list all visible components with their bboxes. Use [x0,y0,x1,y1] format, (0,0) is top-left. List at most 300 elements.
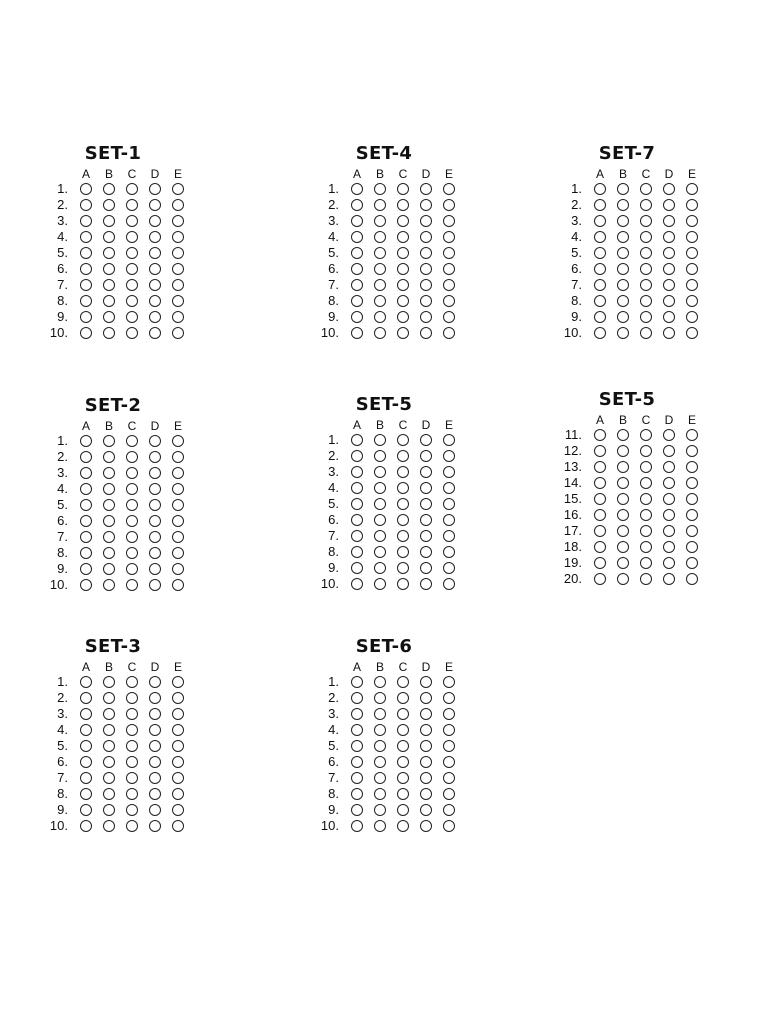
answer-bubble-b[interactable] [617,493,629,505]
answer-bubble-e[interactable] [172,547,184,559]
answer-bubble-b[interactable] [617,541,629,553]
answer-bubble-d[interactable] [420,514,432,526]
answer-bubble-d[interactable] [149,199,161,211]
answer-bubble-e[interactable] [172,756,184,768]
answer-bubble-d[interactable] [420,279,432,291]
answer-bubble-a[interactable] [80,183,92,195]
answer-bubble-c[interactable] [397,247,409,259]
answer-bubble-e[interactable] [172,451,184,463]
answer-bubble-b[interactable] [374,804,386,816]
answer-bubble-d[interactable] [420,676,432,688]
answer-bubble-e[interactable] [443,546,455,558]
answer-bubble-d[interactable] [149,740,161,752]
answer-bubble-c[interactable] [126,676,138,688]
answer-bubble-a[interactable] [80,451,92,463]
answer-bubble-e[interactable] [443,756,455,768]
answer-bubble-d[interactable] [149,547,161,559]
answer-bubble-e[interactable] [443,820,455,832]
answer-bubble-c[interactable] [397,772,409,784]
answer-bubble-d[interactable] [663,445,675,457]
answer-bubble-a[interactable] [80,547,92,559]
answer-bubble-e[interactable] [686,493,698,505]
answer-bubble-b[interactable] [374,514,386,526]
answer-bubble-e[interactable] [172,295,184,307]
answer-bubble-a[interactable] [351,820,363,832]
answer-bubble-a[interactable] [80,788,92,800]
answer-bubble-a[interactable] [351,247,363,259]
answer-bubble-b[interactable] [617,509,629,521]
answer-bubble-c[interactable] [126,215,138,227]
answer-bubble-e[interactable] [172,724,184,736]
answer-bubble-d[interactable] [149,311,161,323]
answer-bubble-c[interactable] [126,820,138,832]
answer-bubble-d[interactable] [663,199,675,211]
answer-bubble-b[interactable] [617,263,629,275]
answer-bubble-e[interactable] [172,263,184,275]
answer-bubble-b[interactable] [617,461,629,473]
answer-bubble-b[interactable] [103,451,115,463]
answer-bubble-a[interactable] [594,279,606,291]
answer-bubble-a[interactable] [80,515,92,527]
answer-bubble-d[interactable] [149,676,161,688]
answer-bubble-c[interactable] [397,311,409,323]
answer-bubble-d[interactable] [420,708,432,720]
answer-bubble-a[interactable] [594,199,606,211]
answer-bubble-a[interactable] [594,231,606,243]
answer-bubble-a[interactable] [351,311,363,323]
answer-bubble-e[interactable] [172,579,184,591]
answer-bubble-b[interactable] [103,788,115,800]
answer-bubble-c[interactable] [640,509,652,521]
answer-bubble-a[interactable] [594,445,606,457]
answer-bubble-a[interactable] [351,183,363,195]
answer-bubble-c[interactable] [126,279,138,291]
answer-bubble-d[interactable] [149,435,161,447]
answer-bubble-b[interactable] [374,327,386,339]
answer-bubble-a[interactable] [594,557,606,569]
answer-bubble-e[interactable] [443,482,455,494]
answer-bubble-a[interactable] [80,676,92,688]
answer-bubble-b[interactable] [374,311,386,323]
answer-bubble-b[interactable] [103,676,115,688]
answer-bubble-c[interactable] [640,477,652,489]
answer-bubble-a[interactable] [80,499,92,511]
answer-bubble-e[interactable] [443,183,455,195]
answer-bubble-e[interactable] [172,327,184,339]
answer-bubble-a[interactable] [80,215,92,227]
answer-bubble-c[interactable] [126,435,138,447]
answer-bubble-a[interactable] [80,231,92,243]
answer-bubble-a[interactable] [351,263,363,275]
answer-bubble-d[interactable] [663,429,675,441]
answer-bubble-e[interactable] [443,263,455,275]
answer-bubble-d[interactable] [420,692,432,704]
answer-bubble-d[interactable] [420,804,432,816]
answer-bubble-c[interactable] [397,546,409,558]
answer-bubble-b[interactable] [374,578,386,590]
answer-bubble-d[interactable] [149,724,161,736]
answer-bubble-d[interactable] [420,756,432,768]
answer-bubble-e[interactable] [172,183,184,195]
answer-bubble-b[interactable] [374,199,386,211]
answer-bubble-e[interactable] [443,231,455,243]
answer-bubble-b[interactable] [103,499,115,511]
answer-bubble-a[interactable] [594,311,606,323]
answer-bubble-e[interactable] [172,499,184,511]
answer-bubble-b[interactable] [374,740,386,752]
answer-bubble-d[interactable] [420,578,432,590]
answer-bubble-e[interactable] [686,247,698,259]
answer-bubble-b[interactable] [374,788,386,800]
answer-bubble-e[interactable] [172,247,184,259]
answer-bubble-c[interactable] [397,756,409,768]
answer-bubble-e[interactable] [686,477,698,489]
answer-bubble-d[interactable] [663,295,675,307]
answer-bubble-e[interactable] [172,708,184,720]
answer-bubble-a[interactable] [594,525,606,537]
answer-bubble-b[interactable] [374,756,386,768]
answer-bubble-c[interactable] [126,231,138,243]
answer-bubble-e[interactable] [686,199,698,211]
answer-bubble-a[interactable] [80,247,92,259]
answer-bubble-c[interactable] [126,579,138,591]
answer-bubble-a[interactable] [80,804,92,816]
answer-bubble-b[interactable] [103,231,115,243]
answer-bubble-d[interactable] [420,327,432,339]
answer-bubble-a[interactable] [351,692,363,704]
answer-bubble-a[interactable] [80,579,92,591]
answer-bubble-c[interactable] [126,788,138,800]
answer-bubble-d[interactable] [149,563,161,575]
answer-bubble-b[interactable] [103,563,115,575]
answer-bubble-b[interactable] [374,708,386,720]
answer-bubble-a[interactable] [351,466,363,478]
answer-bubble-d[interactable] [149,804,161,816]
answer-bubble-a[interactable] [80,279,92,291]
answer-bubble-b[interactable] [103,327,115,339]
answer-bubble-e[interactable] [172,279,184,291]
answer-bubble-b[interactable] [374,692,386,704]
answer-bubble-d[interactable] [663,215,675,227]
answer-bubble-e[interactable] [443,562,455,574]
answer-bubble-b[interactable] [374,434,386,446]
answer-bubble-c[interactable] [126,263,138,275]
answer-bubble-d[interactable] [149,279,161,291]
answer-bubble-d[interactable] [149,515,161,527]
answer-bubble-c[interactable] [397,692,409,704]
answer-bubble-c[interactable] [640,279,652,291]
answer-bubble-a[interactable] [80,327,92,339]
answer-bubble-c[interactable] [126,515,138,527]
answer-bubble-d[interactable] [663,311,675,323]
answer-bubble-b[interactable] [374,562,386,574]
answer-bubble-d[interactable] [420,231,432,243]
answer-bubble-a[interactable] [594,493,606,505]
answer-bubble-c[interactable] [397,183,409,195]
answer-bubble-e[interactable] [443,215,455,227]
answer-bubble-a[interactable] [80,820,92,832]
answer-bubble-c[interactable] [126,531,138,543]
answer-bubble-d[interactable] [420,466,432,478]
answer-bubble-c[interactable] [126,804,138,816]
answer-bubble-c[interactable] [397,199,409,211]
answer-bubble-c[interactable] [397,578,409,590]
answer-bubble-d[interactable] [149,756,161,768]
answer-bubble-d[interactable] [663,231,675,243]
answer-bubble-d[interactable] [663,461,675,473]
answer-bubble-e[interactable] [443,530,455,542]
answer-bubble-b[interactable] [103,692,115,704]
answer-bubble-c[interactable] [397,215,409,227]
answer-bubble-e[interactable] [686,183,698,195]
answer-bubble-d[interactable] [420,772,432,784]
answer-bubble-a[interactable] [351,772,363,784]
answer-bubble-d[interactable] [420,482,432,494]
answer-bubble-e[interactable] [172,531,184,543]
answer-bubble-d[interactable] [663,557,675,569]
answer-bubble-c[interactable] [640,183,652,195]
answer-bubble-c[interactable] [397,514,409,526]
answer-bubble-a[interactable] [80,563,92,575]
answer-bubble-e[interactable] [443,740,455,752]
answer-bubble-c[interactable] [640,311,652,323]
answer-bubble-b[interactable] [103,579,115,591]
answer-bubble-e[interactable] [443,327,455,339]
answer-bubble-e[interactable] [443,247,455,259]
answer-bubble-c[interactable] [126,295,138,307]
answer-bubble-e[interactable] [443,199,455,211]
answer-bubble-c[interactable] [126,756,138,768]
answer-bubble-b[interactable] [374,482,386,494]
answer-bubble-c[interactable] [397,466,409,478]
answer-bubble-d[interactable] [149,531,161,543]
answer-bubble-b[interactable] [617,477,629,489]
answer-bubble-a[interactable] [351,199,363,211]
answer-bubble-d[interactable] [149,467,161,479]
answer-bubble-c[interactable] [126,692,138,704]
answer-bubble-a[interactable] [80,311,92,323]
answer-bubble-c[interactable] [397,740,409,752]
answer-bubble-b[interactable] [374,530,386,542]
answer-bubble-b[interactable] [103,467,115,479]
answer-bubble-d[interactable] [149,772,161,784]
answer-bubble-a[interactable] [594,477,606,489]
answer-bubble-b[interactable] [617,231,629,243]
answer-bubble-b[interactable] [617,311,629,323]
answer-bubble-e[interactable] [443,434,455,446]
answer-bubble-c[interactable] [126,724,138,736]
answer-bubble-a[interactable] [351,450,363,462]
answer-bubble-a[interactable] [594,263,606,275]
answer-bubble-e[interactable] [443,514,455,526]
answer-bubble-d[interactable] [663,263,675,275]
answer-bubble-d[interactable] [149,247,161,259]
answer-bubble-d[interactable] [663,247,675,259]
answer-bubble-c[interactable] [126,499,138,511]
answer-bubble-c[interactable] [397,279,409,291]
answer-bubble-b[interactable] [617,247,629,259]
answer-bubble-d[interactable] [149,451,161,463]
answer-bubble-c[interactable] [126,199,138,211]
answer-bubble-d[interactable] [149,692,161,704]
answer-bubble-b[interactable] [374,466,386,478]
answer-bubble-e[interactable] [443,772,455,784]
answer-bubble-c[interactable] [397,263,409,275]
answer-bubble-e[interactable] [686,541,698,553]
answer-bubble-c[interactable] [397,724,409,736]
answer-bubble-e[interactable] [172,311,184,323]
answer-bubble-c[interactable] [640,525,652,537]
answer-bubble-e[interactable] [686,327,698,339]
answer-bubble-a[interactable] [351,434,363,446]
answer-bubble-d[interactable] [420,311,432,323]
answer-bubble-b[interactable] [617,429,629,441]
answer-bubble-c[interactable] [640,557,652,569]
answer-bubble-b[interactable] [103,804,115,816]
answer-bubble-e[interactable] [443,295,455,307]
answer-bubble-e[interactable] [172,467,184,479]
answer-bubble-e[interactable] [172,676,184,688]
answer-bubble-b[interactable] [374,231,386,243]
answer-bubble-e[interactable] [172,483,184,495]
answer-bubble-e[interactable] [686,429,698,441]
answer-bubble-d[interactable] [663,541,675,553]
answer-bubble-b[interactable] [374,247,386,259]
answer-bubble-d[interactable] [420,820,432,832]
answer-bubble-d[interactable] [420,295,432,307]
answer-bubble-b[interactable] [103,483,115,495]
answer-bubble-d[interactable] [149,579,161,591]
answer-bubble-d[interactable] [663,183,675,195]
answer-bubble-c[interactable] [397,530,409,542]
answer-bubble-b[interactable] [374,279,386,291]
answer-bubble-d[interactable] [420,247,432,259]
answer-bubble-a[interactable] [80,772,92,784]
answer-bubble-d[interactable] [149,231,161,243]
answer-bubble-e[interactable] [172,215,184,227]
answer-bubble-a[interactable] [80,467,92,479]
answer-bubble-b[interactable] [103,311,115,323]
answer-bubble-a[interactable] [80,295,92,307]
answer-bubble-d[interactable] [149,263,161,275]
answer-bubble-b[interactable] [617,525,629,537]
answer-bubble-d[interactable] [420,724,432,736]
answer-bubble-e[interactable] [172,563,184,575]
answer-bubble-d[interactable] [420,498,432,510]
answer-bubble-c[interactable] [126,740,138,752]
answer-bubble-d[interactable] [420,450,432,462]
answer-bubble-d[interactable] [420,562,432,574]
answer-bubble-c[interactable] [640,263,652,275]
answer-bubble-b[interactable] [103,247,115,259]
answer-bubble-a[interactable] [594,247,606,259]
answer-bubble-c[interactable] [640,247,652,259]
answer-bubble-b[interactable] [103,295,115,307]
answer-bubble-d[interactable] [420,199,432,211]
answer-bubble-e[interactable] [686,295,698,307]
answer-bubble-a[interactable] [80,531,92,543]
answer-bubble-b[interactable] [103,756,115,768]
answer-bubble-e[interactable] [686,279,698,291]
answer-bubble-b[interactable] [103,740,115,752]
answer-bubble-d[interactable] [663,525,675,537]
answer-bubble-a[interactable] [80,724,92,736]
answer-bubble-b[interactable] [374,215,386,227]
answer-bubble-a[interactable] [351,514,363,526]
answer-bubble-a[interactable] [80,756,92,768]
answer-bubble-b[interactable] [617,445,629,457]
answer-bubble-e[interactable] [686,445,698,457]
answer-bubble-d[interactable] [663,477,675,489]
answer-bubble-e[interactable] [443,804,455,816]
answer-bubble-d[interactable] [420,215,432,227]
answer-bubble-a[interactable] [351,546,363,558]
answer-bubble-e[interactable] [686,311,698,323]
answer-bubble-a[interactable] [594,215,606,227]
answer-bubble-e[interactable] [172,772,184,784]
answer-bubble-a[interactable] [594,541,606,553]
answer-bubble-b[interactable] [103,531,115,543]
answer-bubble-b[interactable] [374,772,386,784]
answer-bubble-e[interactable] [686,231,698,243]
answer-bubble-c[interactable] [397,327,409,339]
answer-bubble-b[interactable] [103,263,115,275]
answer-bubble-a[interactable] [351,327,363,339]
answer-bubble-a[interactable] [80,263,92,275]
answer-bubble-c[interactable] [640,429,652,441]
answer-bubble-c[interactable] [640,461,652,473]
answer-bubble-d[interactable] [149,327,161,339]
answer-bubble-d[interactable] [149,483,161,495]
answer-bubble-b[interactable] [374,263,386,275]
answer-bubble-c[interactable] [397,498,409,510]
answer-bubble-b[interactable] [374,724,386,736]
answer-bubble-d[interactable] [420,183,432,195]
answer-bubble-e[interactable] [443,311,455,323]
answer-bubble-a[interactable] [80,692,92,704]
answer-bubble-e[interactable] [172,199,184,211]
answer-bubble-a[interactable] [351,295,363,307]
answer-bubble-c[interactable] [397,562,409,574]
answer-bubble-a[interactable] [351,708,363,720]
answer-bubble-c[interactable] [397,434,409,446]
answer-bubble-d[interactable] [149,788,161,800]
answer-bubble-c[interactable] [640,573,652,585]
answer-bubble-e[interactable] [172,788,184,800]
answer-bubble-d[interactable] [149,708,161,720]
answer-bubble-c[interactable] [397,820,409,832]
answer-bubble-c[interactable] [126,467,138,479]
answer-bubble-e[interactable] [443,676,455,688]
answer-bubble-a[interactable] [351,756,363,768]
answer-bubble-a[interactable] [594,461,606,473]
answer-bubble-a[interactable] [351,279,363,291]
answer-bubble-d[interactable] [149,183,161,195]
answer-bubble-e[interactable] [443,450,455,462]
answer-bubble-a[interactable] [351,231,363,243]
answer-bubble-e[interactable] [172,515,184,527]
answer-bubble-c[interactable] [640,327,652,339]
answer-bubble-a[interactable] [594,295,606,307]
answer-bubble-b[interactable] [103,547,115,559]
answer-bubble-b[interactable] [617,215,629,227]
answer-bubble-a[interactable] [351,482,363,494]
answer-bubble-d[interactable] [149,499,161,511]
answer-bubble-c[interactable] [640,445,652,457]
answer-bubble-e[interactable] [443,279,455,291]
answer-bubble-c[interactable] [640,541,652,553]
answer-bubble-c[interactable] [126,483,138,495]
